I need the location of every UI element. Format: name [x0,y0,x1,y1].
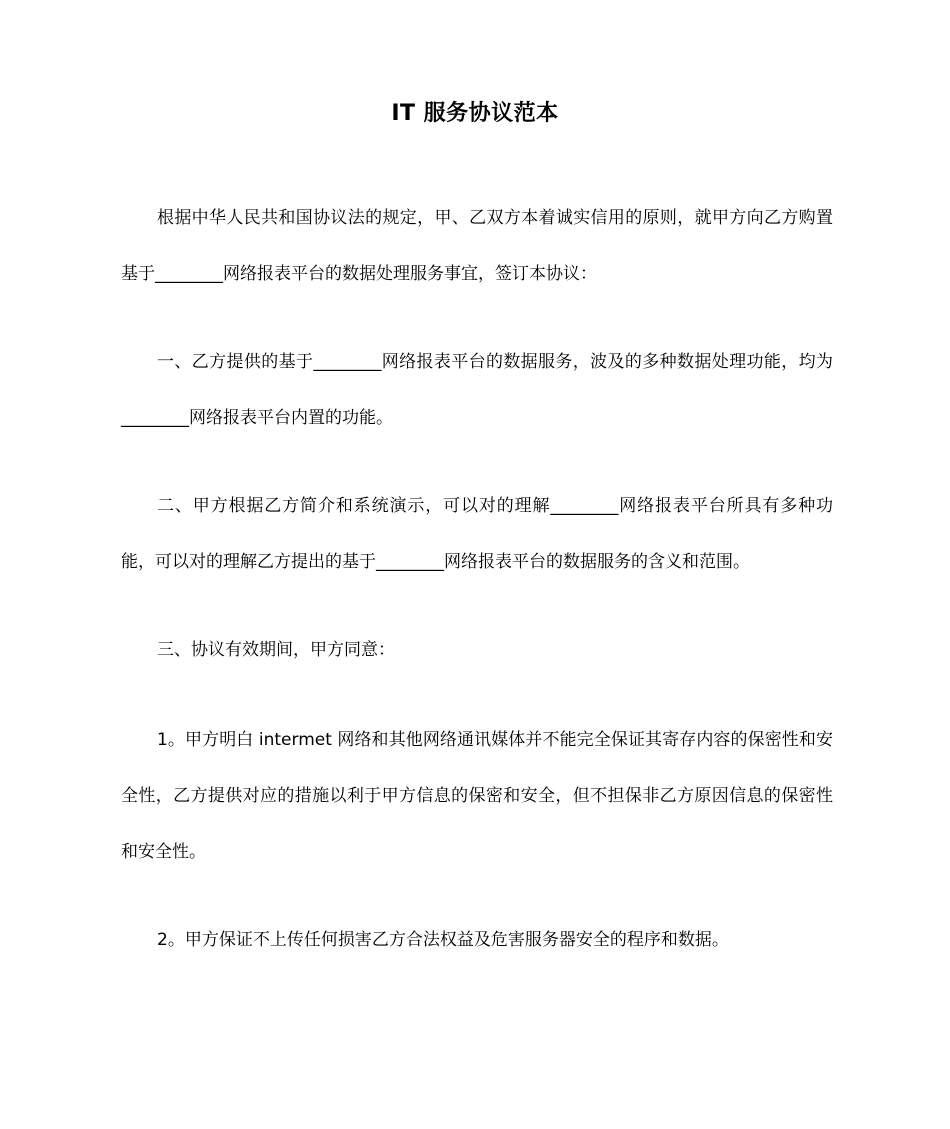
paragraph-item-2-text: 2。甲方保证不上传任何损害乙方合法权益及危害服务器安全的程序和数据。 [157,930,729,950]
paragraph-item-1 [121,712,833,880]
paragraph-clause-2-text: 二、甲方根据乙方简介和系统演示，可以对的理解________网络报表平台所具有多种功能，可以对的理解乙方提出的基于________网络报表平台的数据服务的含义和范围。 [121,496,833,572]
paragraph-item-1-text: 1。甲方明白 intermet 网络和其他网络通讯媒体并不能完全保证其寄存内容的保密性和安全性，乙方提供对应的措施以利于甲方信息的保密和安全，但不担保非乙方原因信息的保密性和安全性。 [121,730,833,862]
paragraph-item-2 [121,912,833,968]
document-title: IT 服务协议范本 [391,101,559,126]
paragraph-intro-text: 根据中华人民共和国协议法的规定，甲、乙双方本着诚实信用的原则，就甲方向乙方购置基于________网络报表平台的数据处理服务事宜，签订本协议： [121,208,833,284]
paragraph-clause-3 [121,622,833,678]
paragraph-clause-1 [121,334,833,446]
paragraph-intro [121,190,833,302]
paragraph-clause-2 [121,478,833,590]
paragraph-clause-1-text: 一、乙方提供的基于________网络报表平台的数据服务，波及的多种数据处理功能，均为________网络报表平台内置的功能。 [121,352,833,428]
paragraph-clause-3-text: 三、协议有效期间，甲方同意： [157,640,395,660]
